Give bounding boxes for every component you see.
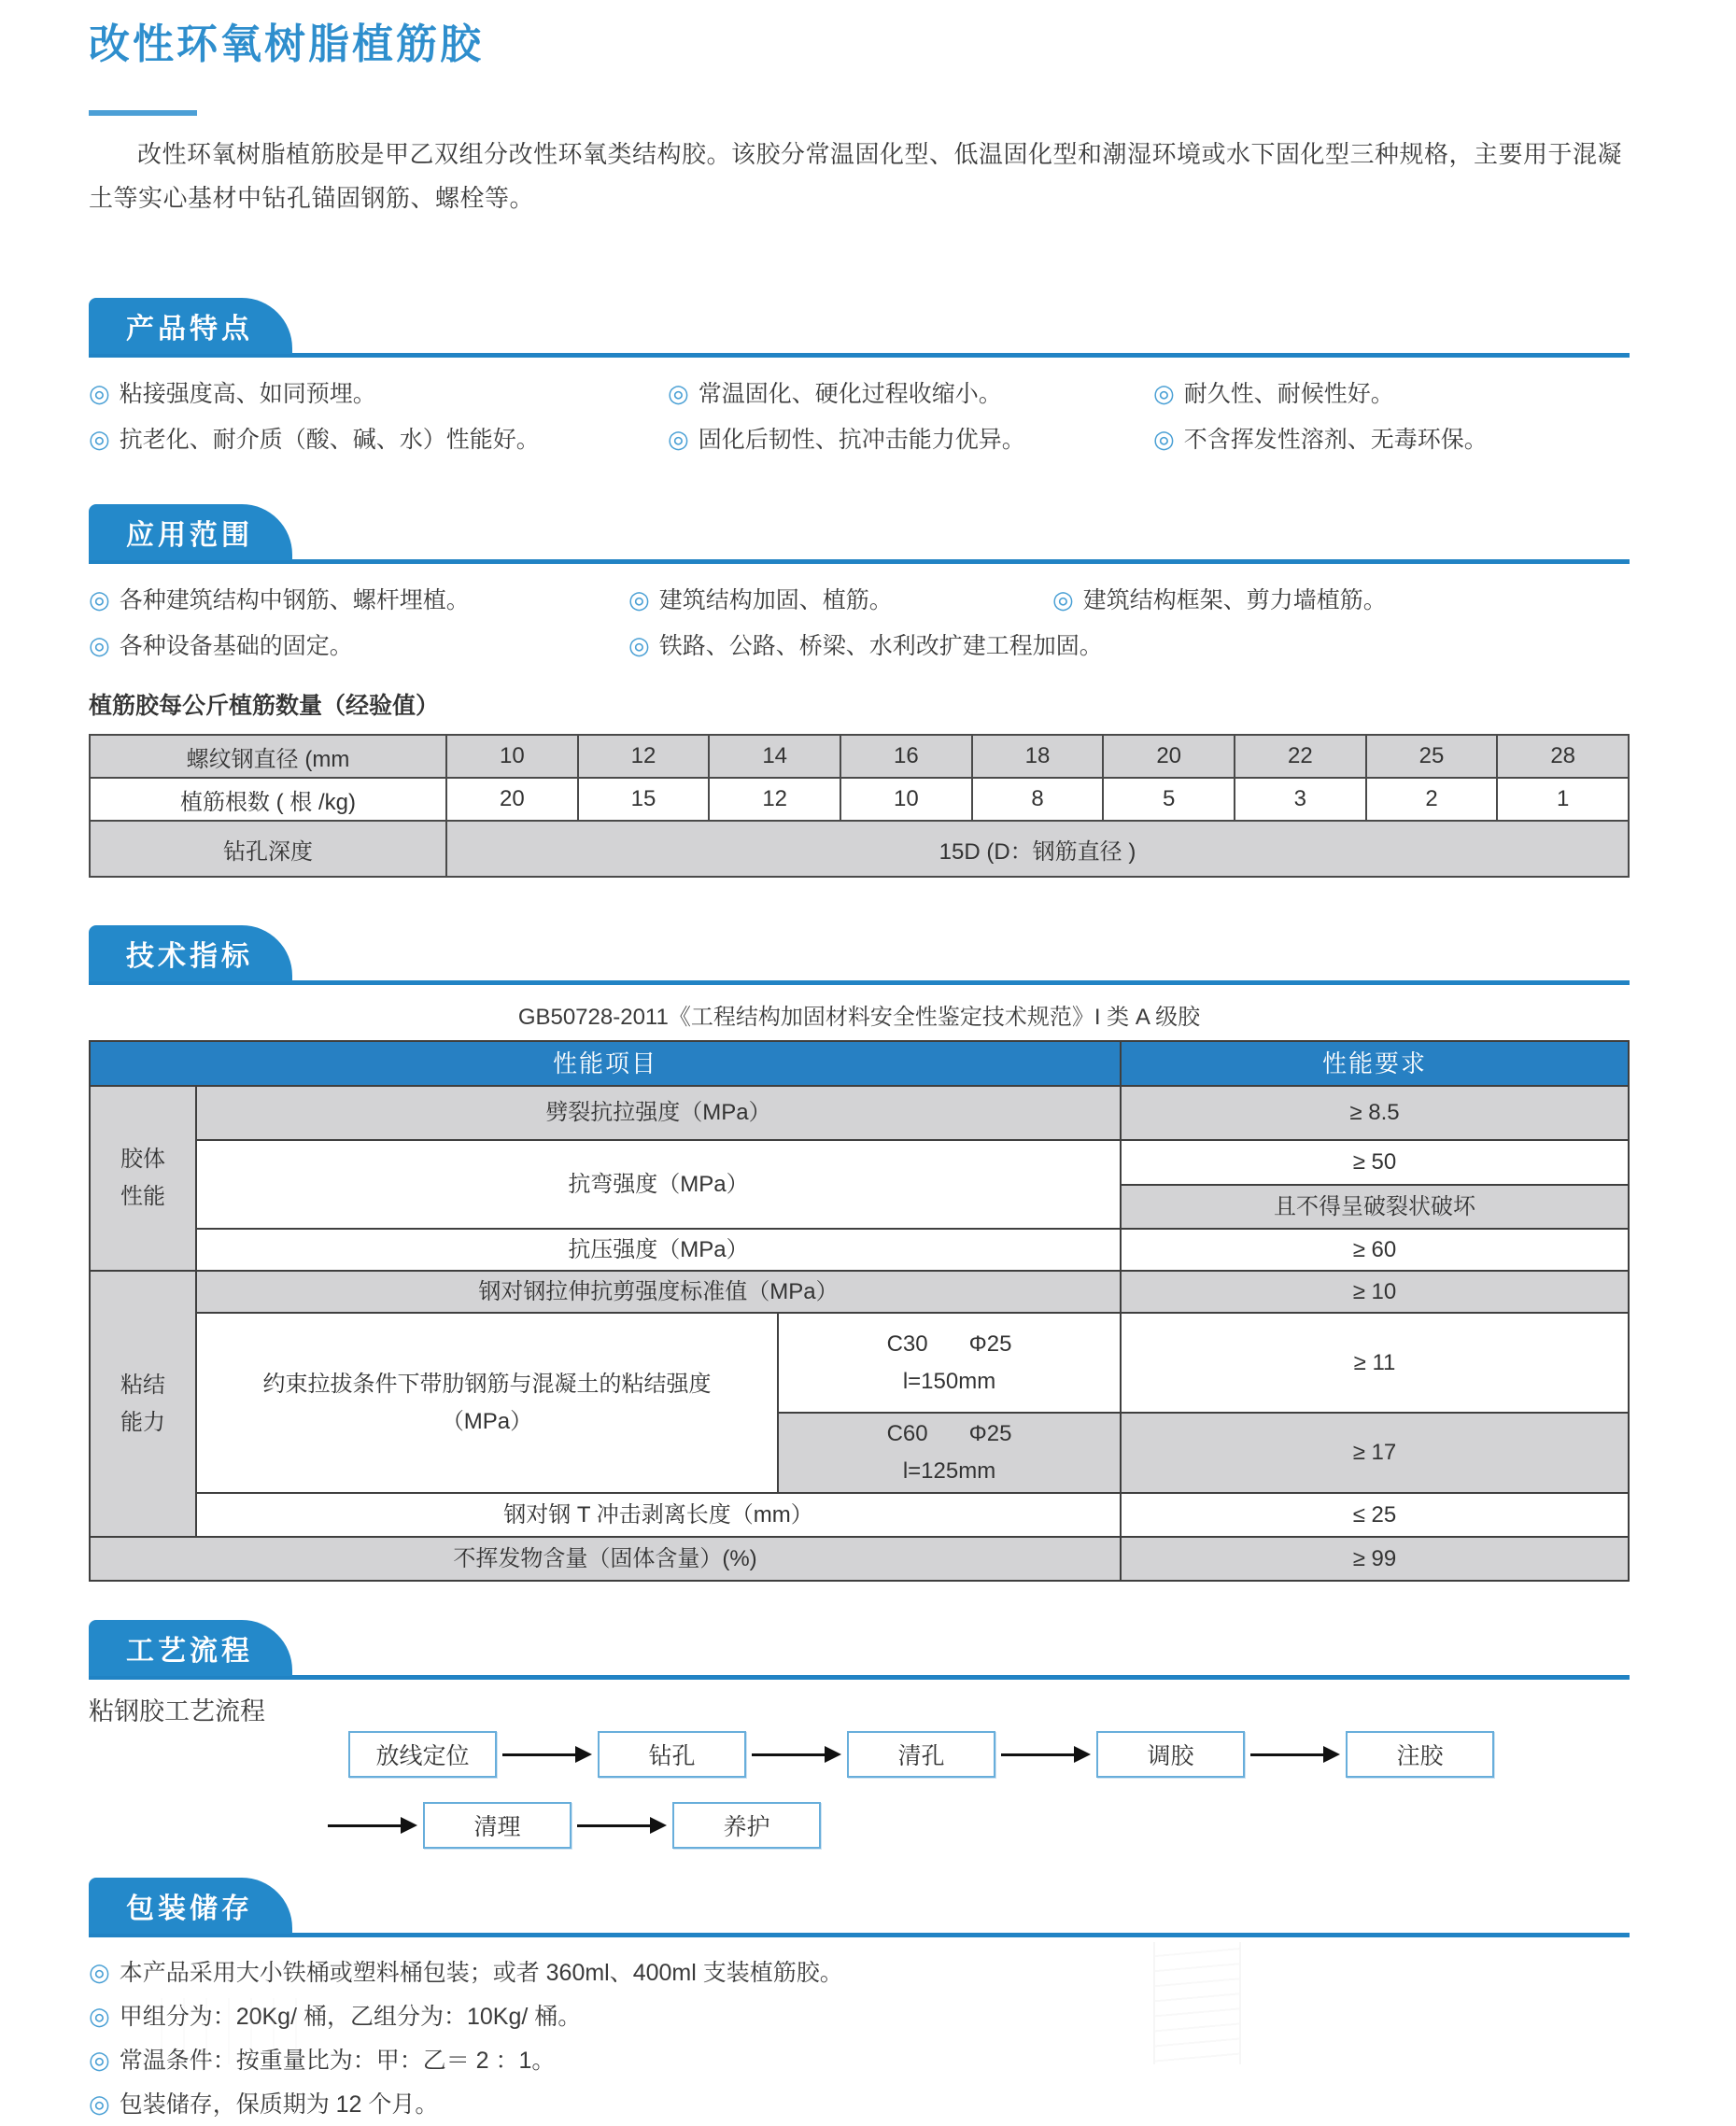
section-header-tech	[89, 924, 1630, 985]
process-subtitle: 粘钢胶工艺流程	[89, 1697, 265, 1725]
tech-c30-dia: Φ25	[968, 1331, 1012, 1357]
dosage-count-value: 12	[710, 779, 840, 820]
bullet-icon: ◎	[1052, 585, 1074, 613]
page-title: 改性环氧树脂植筋胶	[89, 21, 484, 67]
tech-group-body: 胶体性能	[91, 1087, 195, 1270]
tech-c60-grade: C60	[886, 1421, 928, 1446]
tech-table	[89, 1040, 1630, 1582]
dosage-diameter-label: 螺纹钢直径 (mm	[91, 736, 445, 777]
section-header-features	[89, 297, 1630, 358]
tech-sub-c30	[779, 1314, 1120, 1412]
application-item-label: 各种建筑结构中钢筋、螺杆埋植。	[119, 587, 470, 613]
dosage-table	[89, 734, 1630, 878]
packaging-item	[89, 1994, 1630, 2038]
flow-step-drill: 钻孔	[598, 1731, 746, 1778]
dosage-count-label: 植筋根数 ( 根 /kg)	[91, 779, 445, 820]
tech-item-bond-line2: （MPa）	[441, 1408, 533, 1434]
dosage-diameter-value: 10	[447, 736, 577, 777]
packaging-list	[89, 1950, 1630, 2126]
tech-req-solid-content: ≥ 99	[1122, 1538, 1628, 1580]
bullet-icon: ◎	[668, 379, 689, 407]
feature-item	[89, 416, 668, 462]
tech-c60-length: l=125mm	[902, 1458, 996, 1484]
application-item	[89, 577, 628, 623]
applications-list	[89, 577, 1630, 669]
application-item	[89, 623, 628, 669]
flow-arrow-icon	[752, 1746, 841, 1763]
tech-c30-length: l=150mm	[902, 1368, 996, 1394]
dosage-count-value: 20	[447, 779, 577, 820]
tech-item-peel: 钢对钢 T 冲击剥离长度（mm）	[197, 1494, 1120, 1536]
dosage-count-value: 15	[579, 779, 709, 820]
dosage-depth-value: 15D (D：钢筋直径 )	[447, 822, 1628, 876]
title-underline	[89, 110, 197, 116]
tech-req-flexural-note: 且不得呈破裂状破坏	[1122, 1186, 1628, 1228]
tech-req-split-tensile: ≥ 8.5	[1122, 1087, 1628, 1139]
dosage-depth-label: 钻孔深度	[91, 822, 445, 876]
application-item-empty	[1052, 623, 1630, 669]
flow-arrow-icon	[1250, 1746, 1340, 1763]
feature-item	[1153, 416, 1630, 462]
packaging-badge: 包装储存	[89, 1878, 292, 1934]
intro-paragraph: 改性环氧树脂植筋胶是甲乙双组分改性环氧类结构胶。该胶分常温固化型、低温固化型和潮湿环境或水下固化型三种规格，主要用于混凝土等实心基材中钻孔锚固钢筋、螺栓等。	[89, 140, 1623, 212]
bullet-icon: ◎	[668, 425, 689, 453]
feature-item-label: 耐久性、耐候性好。	[1183, 381, 1394, 407]
bullet-icon: ◎	[628, 585, 650, 613]
dosage-diameter-value: 28	[1498, 736, 1628, 777]
feature-item	[89, 371, 668, 416]
tech-item-bond-line1: 约束拉拔条件下带肋钢筋与混凝土的粘结强度	[262, 1371, 712, 1397]
tech-item-compressive: 抗压强度（MPa）	[197, 1230, 1120, 1270]
feature-item-label: 常温固化、硬化过程收缩小。	[698, 381, 1002, 407]
flow-step-curing: 养护	[672, 1802, 821, 1849]
flow-step-clean-hole: 清孔	[847, 1731, 995, 1778]
bullet-icon: ◎	[89, 2046, 110, 2074]
tech-badge: 技术指标	[89, 925, 292, 981]
feature-item	[668, 416, 1153, 462]
flow-arrow-icon	[502, 1746, 592, 1763]
dosage-count-value: 2	[1367, 779, 1497, 820]
process-flow-row2	[322, 1802, 1630, 1849]
flow-step-mix-glue: 调胶	[1096, 1731, 1245, 1778]
bullet-icon: ◎	[89, 1958, 110, 1986]
tech-c60-dia: Φ25	[968, 1421, 1012, 1446]
packaging-item-label: 包装储存，保质期为 12 个月。	[119, 2091, 439, 2118]
flow-arrow-icon	[577, 1817, 667, 1834]
flow-step-cleanup: 清理	[423, 1802, 572, 1849]
packaging-item-label: 甲组分为：20Kg/ 桶，乙组分为：10Kg/ 桶。	[119, 2004, 582, 2030]
tech-col-req-header: 性能要求	[1122, 1042, 1628, 1085]
tech-item-bond	[197, 1314, 777, 1492]
flow-step-inject-glue: 注胶	[1346, 1731, 1494, 1778]
bullet-icon: ◎	[89, 2002, 110, 2030]
section-header-process	[89, 1619, 1630, 1680]
tech-req-c60: ≥ 17	[1122, 1414, 1628, 1492]
bullet-icon: ◎	[1153, 425, 1175, 453]
dosage-count-value: 8	[973, 779, 1103, 820]
feature-item-label: 粘接强度高、如同预埋。	[119, 381, 376, 407]
application-item	[628, 577, 1052, 623]
flow-arrow-icon	[1001, 1746, 1091, 1763]
bullet-icon: ◎	[89, 631, 110, 659]
tech-standard-caption: GB50728-2011《工程结构加固材料安全性鉴定技术规范》I 类 A 级胶	[517, 1005, 1201, 1030]
process-badge: 工艺流程	[89, 1620, 292, 1676]
packaging-item-label: 本产品采用大小铁桶或塑料桶包装；或者 360ml、400ml 支装植筋胶。	[119, 1960, 843, 1986]
tech-col-item-header: 性能项目	[91, 1042, 1120, 1085]
tech-c30-grade: C30	[886, 1331, 928, 1357]
dosage-diameter-value: 14	[710, 736, 840, 777]
features-list	[89, 371, 1630, 462]
packaging-item	[89, 1950, 1630, 1994]
dosage-diameter-value: 22	[1235, 736, 1365, 777]
application-item	[628, 623, 1103, 669]
tech-req-shear: ≥ 10	[1122, 1272, 1628, 1312]
bullet-icon: ◎	[628, 631, 650, 659]
application-item-label: 建筑结构框架、剪力墙植筋。	[1082, 587, 1387, 613]
tech-req-c30: ≥ 11	[1122, 1314, 1628, 1412]
dosage-diameter-value: 18	[973, 736, 1103, 777]
dosage-diameter-value: 16	[841, 736, 971, 777]
tech-req-flexural: ≥ 50	[1122, 1141, 1628, 1184]
tech-req-peel: ≤ 25	[1122, 1494, 1628, 1536]
dosage-diameter-value: 25	[1367, 736, 1497, 777]
dosage-count-value: 1	[1498, 779, 1628, 820]
application-item-label: 铁路、公路、桥梁、水利改扩建工程加固。	[658, 633, 1103, 659]
dosage-count-value: 3	[1235, 779, 1365, 820]
dosage-diameter-value: 12	[579, 736, 709, 777]
feature-item-label: 不含挥发性溶剂、无毒环保。	[1183, 427, 1488, 453]
packaging-item	[89, 2038, 1630, 2082]
tech-sub-c60	[779, 1414, 1120, 1492]
process-flow-row1	[348, 1731, 1630, 1778]
features-badge: 产品特点	[89, 298, 292, 354]
bullet-icon: ◎	[89, 585, 110, 613]
tech-item-solid-content: 不挥发物含量（固体含量）(%)	[91, 1538, 1120, 1580]
feature-item	[668, 371, 1153, 416]
application-item-label: 各种设备基础的固定。	[119, 633, 353, 659]
feature-item-label: 抗老化、耐介质（酸、碱、水）性能好。	[119, 427, 540, 453]
feature-item	[1153, 371, 1630, 416]
packaging-item	[89, 2082, 1630, 2126]
bullet-icon: ◎	[89, 2090, 110, 2118]
feature-item-label: 固化后韧性、抗冲击能力优异。	[698, 427, 1025, 453]
tech-item-split-tensile: 劈裂抗拉强度（MPa）	[197, 1087, 1120, 1139]
tech-item-shear: 钢对钢拉伸抗剪强度标准值（MPa）	[197, 1272, 1120, 1312]
applications-badge: 应用范围	[89, 504, 292, 560]
tech-group-bond: 粘结能力	[91, 1272, 195, 1536]
tech-item-flexural: 抗弯强度（MPa）	[197, 1141, 1120, 1228]
dosage-count-value: 10	[841, 779, 971, 820]
application-item-label: 建筑结构加固、植筋。	[658, 587, 893, 613]
dosage-table-caption: 植筋胶每公斤植筋数量（经验值）	[89, 693, 440, 719]
dosage-count-value: 5	[1104, 779, 1234, 820]
application-item	[1052, 577, 1630, 623]
bullet-icon: ◎	[89, 379, 110, 407]
dosage-diameter-value: 20	[1104, 736, 1234, 777]
section-header-applications	[89, 503, 1630, 564]
bullet-icon: ◎	[89, 425, 110, 453]
bullet-icon: ◎	[1153, 379, 1175, 407]
flow-step-layout: 放线定位	[348, 1731, 497, 1778]
section-header-packaging	[89, 1877, 1630, 1937]
flow-arrow-icon	[328, 1817, 417, 1834]
packaging-item-label: 常温条件：按重量比为：甲：乙＝ 2 ：1。	[119, 2048, 556, 2074]
tech-req-compressive: ≥ 60	[1122, 1230, 1628, 1270]
